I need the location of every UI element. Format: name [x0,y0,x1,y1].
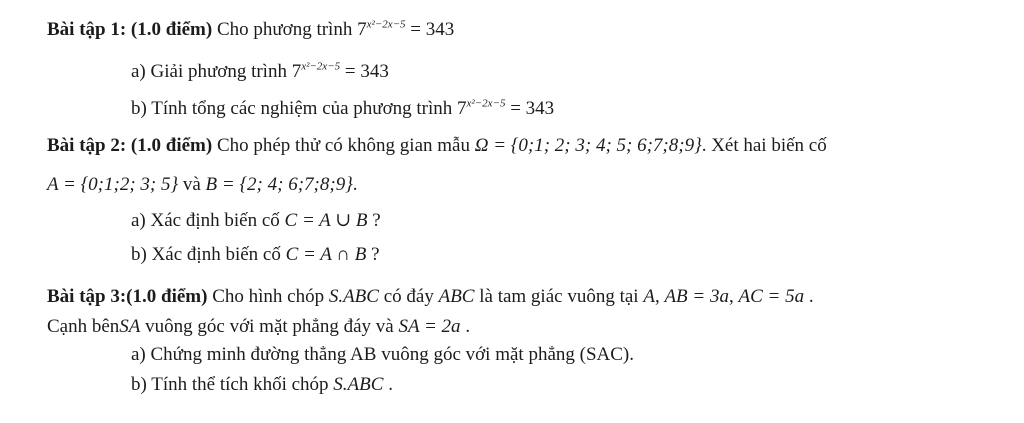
ex3-part-b: b) Tính thể tích khối chóp S.ABC . [131,374,393,395]
ex3-line2-text2: vuông góc với mặt phẳng đáy và [145,316,394,337]
ex2-heading: Bài tập 2: (1.0 điểm) [47,135,213,156]
ex3-b-sabc: S.ABC [333,374,384,395]
ex1-b-text: b) Tính tổng các nghiệm của phương trình [131,98,453,119]
ex2-a-q: ? [372,210,381,231]
ex3-line: Bài tập 3:(1.0 điểm) Cho hình chóp S.ABC có đáy ABC là tam giác vuông tại A, AB = 3a, AC = 5a . [47,286,814,307]
ex2-part-a [131,208,381,234]
ex2-text2: . Xét hai biến cố [701,135,827,156]
ex3-sa-val: SA = 2a [398,316,461,337]
ex2-b-q: ? [371,244,380,265]
ex2-a-expr: C = A ∪ B [284,210,368,231]
ex3-text3: là tam giác vuông tại [479,286,639,307]
ex3-text2: có đáy [383,286,434,307]
ex2-end: . [352,174,358,195]
ex2-b-text: b) Xác định biến cố [131,244,281,265]
ex3-a-text: a) Chứng minh đường thẳng AB vuông góc với mặt phẳng (SAC). [131,344,634,365]
ex1-line [47,17,454,43]
ex3-ac: AC = 5a [738,286,805,307]
ex2-set-b: B = {2; 4; 6;7;8;9} [205,174,353,195]
ex2-set-a: A = {0;1;2; 3; 5} [47,174,179,195]
ex2-part-b [131,242,380,268]
ex3-line2-text1: Cạnh bên [47,316,120,337]
ex2-b-expr: C = A ∩ B [285,244,367,265]
ex3-ab: AB = 3a [664,286,729,307]
ex1-base: 7 [357,19,367,40]
ex3-sabc: S.ABC [328,286,379,307]
ex1-heading: Bài tập 1: (1.0 điểm) [47,19,213,40]
ex3-abc: ABC [438,286,475,307]
ex1-text: Cho phương trình [216,19,353,40]
ex1-exponent: x²−2x−5 [366,18,406,31]
ex3-text1: Cho hình chóp [212,286,325,307]
ex2-and: và [182,174,201,195]
ex3-line2: Cạnh bênSA vuông góc với mặt phẳng đáy và SA = 2a . [47,316,471,337]
ex3-b-text: b) Tính thể tích khối chóp [131,374,329,395]
ex3-vertex-a: A [643,286,655,307]
ex2-omega: Ω = {0;1; 2; 3; 4; 5; 6;7;8;9} [474,135,702,156]
ex1-part-a [131,59,389,85]
ex1-rhs: = 343 [410,19,455,40]
ex3-heading: Bài tập 3:(1.0 điểm) [47,286,208,307]
ex1-a-text: a) Giải phương trình [131,61,287,82]
ex3-part-a [131,342,634,368]
ex2-line [47,133,827,159]
ex1-part-b [131,96,554,122]
ex1-a-exponent: x²−2x−5 [301,60,341,73]
ex1-a-rhs: = 343 [344,61,389,82]
ex2-sets-line [47,172,358,198]
ex1-a-base: 7 [291,61,302,82]
ex1-b-exponent: x²−2x−5 [466,97,506,110]
ex3-sa: SA [119,316,141,337]
ex2-a-text: a) Xác định biến cố [131,210,280,231]
ex1-b-base: 7 [457,98,467,119]
ex1-b-rhs: = 343 [510,98,555,119]
ex2-text: Cho phép thử có không gian mẫu [216,135,470,156]
